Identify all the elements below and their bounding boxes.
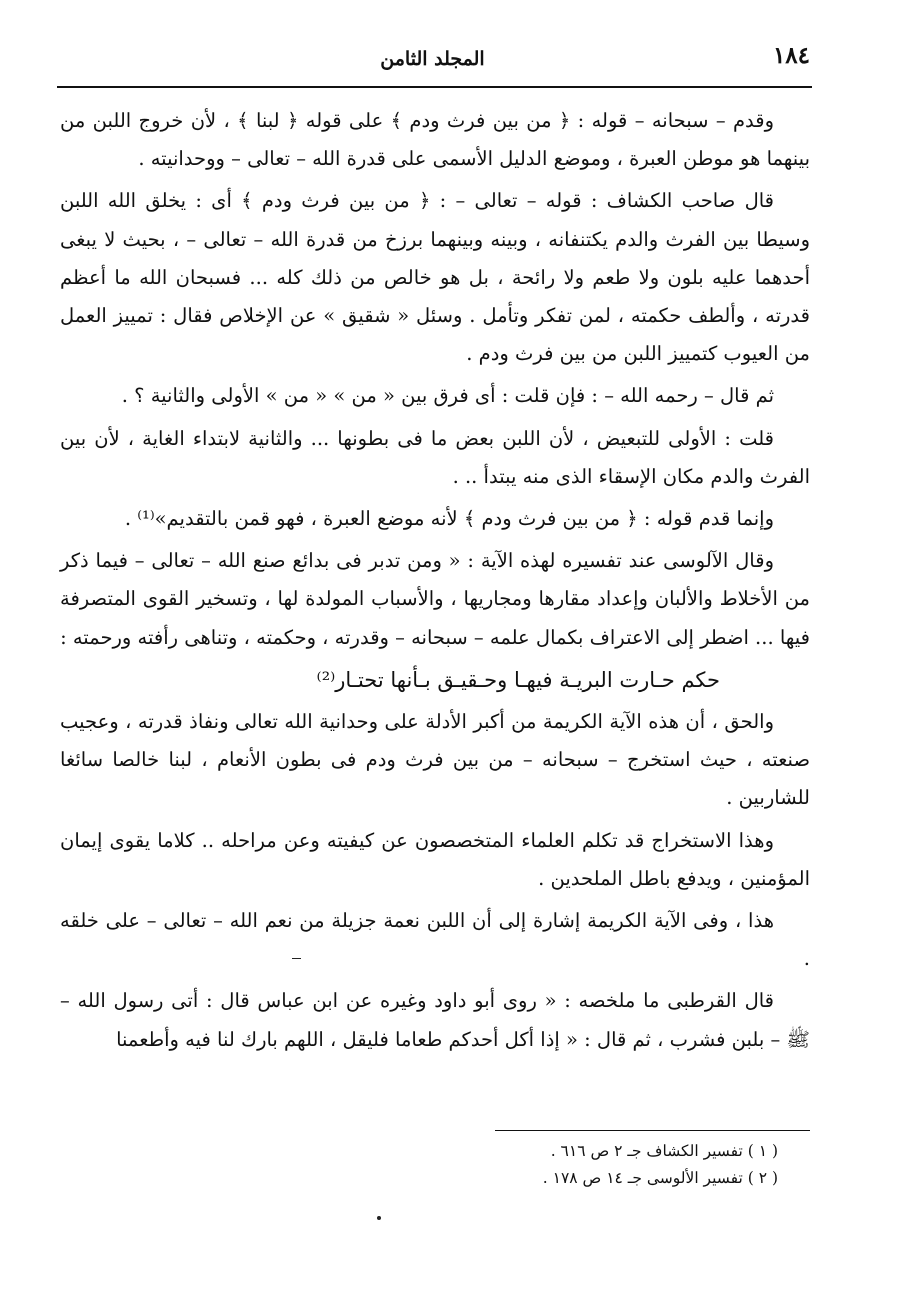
paragraph: هذا ، وفى الآية الكريمة إشارة إلى أن اللبن نعمة جزيلة من نعم الله – تعالى – على خلقه . xyxy=(60,909,810,971)
page-number: ١٨٤ xyxy=(772,42,810,69)
paragraph: وإنما قدم قوله : ﴿ من بين فرث ودم ﴾ لأنه موضع العبرة ، فهو قمن بالتقديم»⁽¹⁾ . xyxy=(124,507,774,531)
body-text xyxy=(60,102,810,1063)
footnote-rule xyxy=(495,1130,810,1131)
page-header xyxy=(55,40,810,82)
stray-dot xyxy=(377,1216,381,1220)
footnote: ( ٢ ) تفسير الألوسى جـ ١٤ ص ١٧٨ . xyxy=(542,1169,778,1187)
footnote: ( ١ ) تفسير الكشاف جـ ٢ ص ٦١٦ . xyxy=(550,1142,778,1160)
paragraph: والحق ، أن هذه الآية الكريمة من أكبر الأدلة على وحدانية الله تعالى ونفاذ قدرته ، وعجيب صنعته ، حيث استخرج – سبحانه – من بين فرث ودم فى بطون الأنعام ، لبنا خالصا سائغا للشاربين . xyxy=(60,710,810,810)
paragraph: قال صاحب الكشاف : قوله – تعالى – : ﴿ من بين فرث ودم ﴾ أى : يخلق الله اللبن وسيطا بين الفرث والدم يكتنفانه ، وبينه وبينهما برزخ من قدرة الله – تعالى – ، بحيث لا يبغى أحدهما عليه بلون ولا طعم ولا رائحة ، بل هو خالص من ذلك كله ... فسبحان الله ما أعظم قدرته ، وألطف حكمته ، لمن تفكر وتأمل . وسئل « شقيق » عن الإخلاص فقال : تمييز العمل من العيوب كتمييز اللبن من بين فرث ودم . xyxy=(60,189,810,366)
paragraph: قال القرطبى ما ملخصه : « روى أبو داود وغيره عن ابن عباس قال : أتى رسول الله – ﷺ – بلبن فشرب ، ثم قال : « إذا أكل أحدكم طعاما فليقل ، اللهم بارك لنا فيه وأطعمنا xyxy=(60,989,810,1051)
paragraph: قلت : الأولى للتبعيض ، لأن اللبن بعض ما فى بطونها ... والثانية لابتداء الغاية ، لأن بين الفرث والدم مكان الإسقاء الذى منه يبتدأ .. . xyxy=(60,426,810,488)
paragraph: وقال الآلوسى عند تفسيره لهذه الآية : « ومن تدبر فى بدائع صنع الله – تعالى – فيما ذكر من الأخلاط والألبان وإعداد مقارها ومجاريها ، والأسباب المولدة لها ، وتسخير القوى المتصرفة فيها ... اضطر إلى الاعتراف بكمال علمه – سبحانه – وقدرته ، وحكمته ، وتناهى رأفته ورحمته : xyxy=(60,549,810,649)
paragraph: ثم قال – رحمه الله – : فإن قلت : أى فرق بين « من » « من » الأولى والثانية ؟ . xyxy=(121,384,774,408)
header-rule xyxy=(57,86,812,88)
volume-title: المجلد الثامن xyxy=(380,48,485,70)
poetry-verse: حكم حـارت البريـة فيهـا وحـقيـق بـأنها تحتـار⁽²⁾ xyxy=(316,667,720,692)
paragraph: وقدم – سبحانه – قوله : ﴿ من بين فرث ودم ﴾ على قوله ﴿ لبنا ﴾ ، لأن خروج اللبن من بينهما هو موطن العبرة ، وموضع الدليل الأسمى على قدرة الله – تعالى – ووحدانيته . xyxy=(60,109,810,171)
stray-mark xyxy=(292,958,301,959)
footnotes xyxy=(300,1138,778,1192)
paragraph: وهذا الاستخراج قد تكلم العلماء المتخصصون عن كيفيته وعن مراحله .. كلاما يقوى إيمان المؤمنين ، ويدفع باطل الملحدين . xyxy=(60,828,810,890)
